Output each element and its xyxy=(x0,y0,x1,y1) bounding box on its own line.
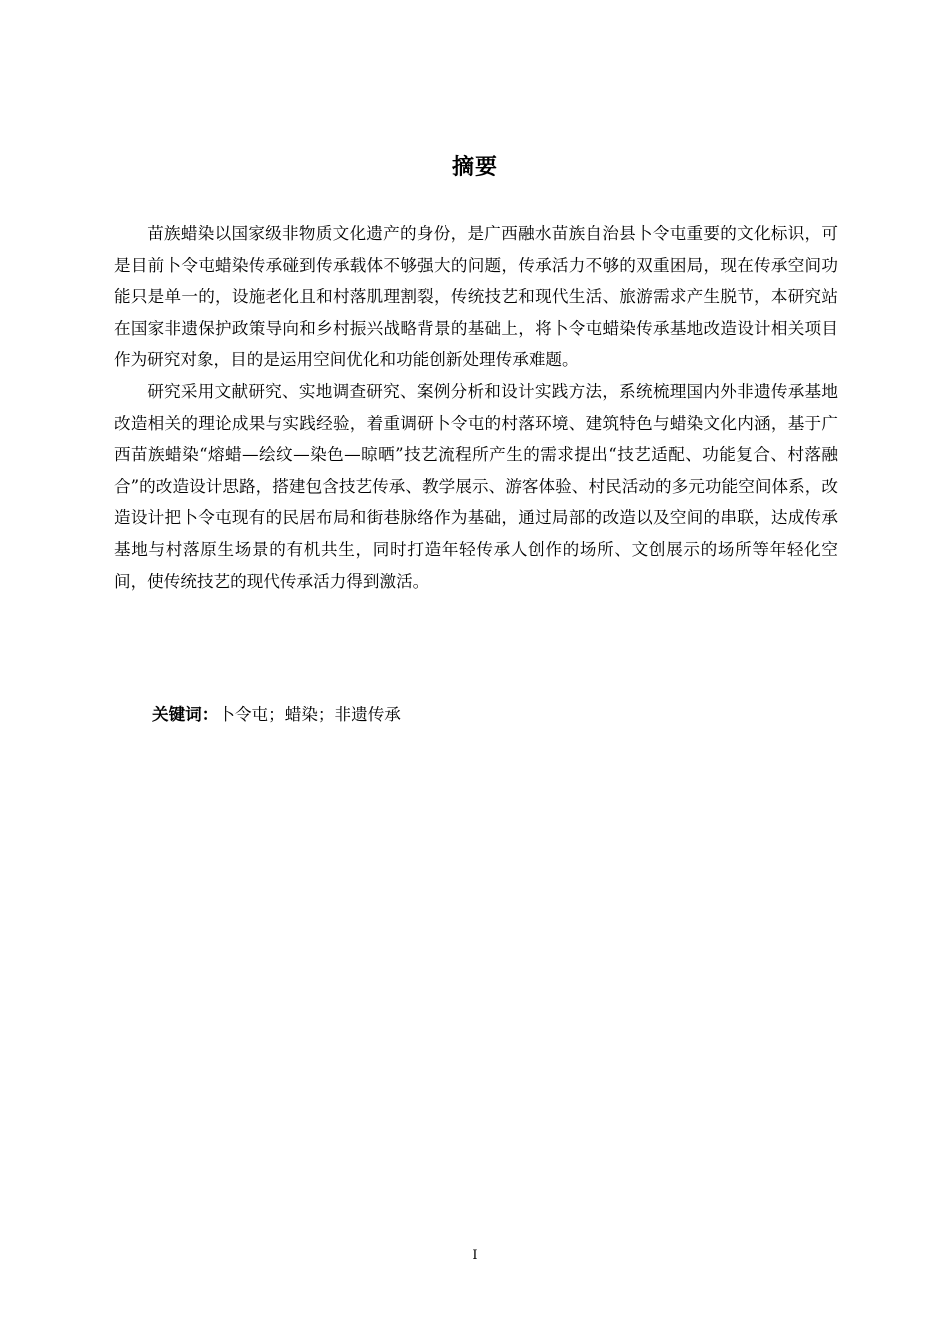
keywords-text: 卜令屯；蜡染；非遗传承 xyxy=(218,705,401,724)
page-number: I xyxy=(472,1248,478,1263)
abstract-paragraph-2: 研究采用文献研究、实地调查研究、案例分析和设计实践方法，系统梳理国内外非遗传承基地改造相关的理论成果与实践经验，着重调研卜令屯的村落环境、建筑特色与蜡染文化内涵，基于广西苗族蜡染“熔蜡—绘纹—染色—晾晒”技艺流程所产生的需求提出“技艺适配、功能复合、村落融合”的改造设计思路，搭建包含技艺传承、教学展示、游客体验、村民活动的多元功能空间体系，改造设计把卜令屯现有的民居布局和街巷脉络作为基础，通过局部的改造以及空间的串联，达成传承基地与村落原生场景的有机共生，同时打造年轻传承人创作的场所、文创展示的场所等年轻化空间，使传统技艺的现代传承活力得到激活。 xyxy=(114,381,838,591)
page-title: 摘要 xyxy=(451,155,498,180)
keywords-label: 关键词： xyxy=(152,705,219,724)
abstract-body xyxy=(114,218,838,597)
abstract-paragraph-1: 苗族蜡染以国家级非物质文化遗产的身份，是广西融水苗族自治县卜令屯重要的文化标识，可是目前卜令屯蜡染传承碰到传承载体不够强大的问题，传承活力不够的双重困局，现在传承空间功能只是单一的，设施老化且和村落肌理割裂，传统技艺和现代生活、旅游需求产生脱节，本研究站在国家非遗保护政策导向和乡村振兴战略背景的基础上，将卜令屯蜡染传承基地改造设计相关项目作为研究对象，目的是运用空间优化和功能创新处理传承难题。 xyxy=(114,224,838,370)
keywords-line xyxy=(152,700,401,730)
